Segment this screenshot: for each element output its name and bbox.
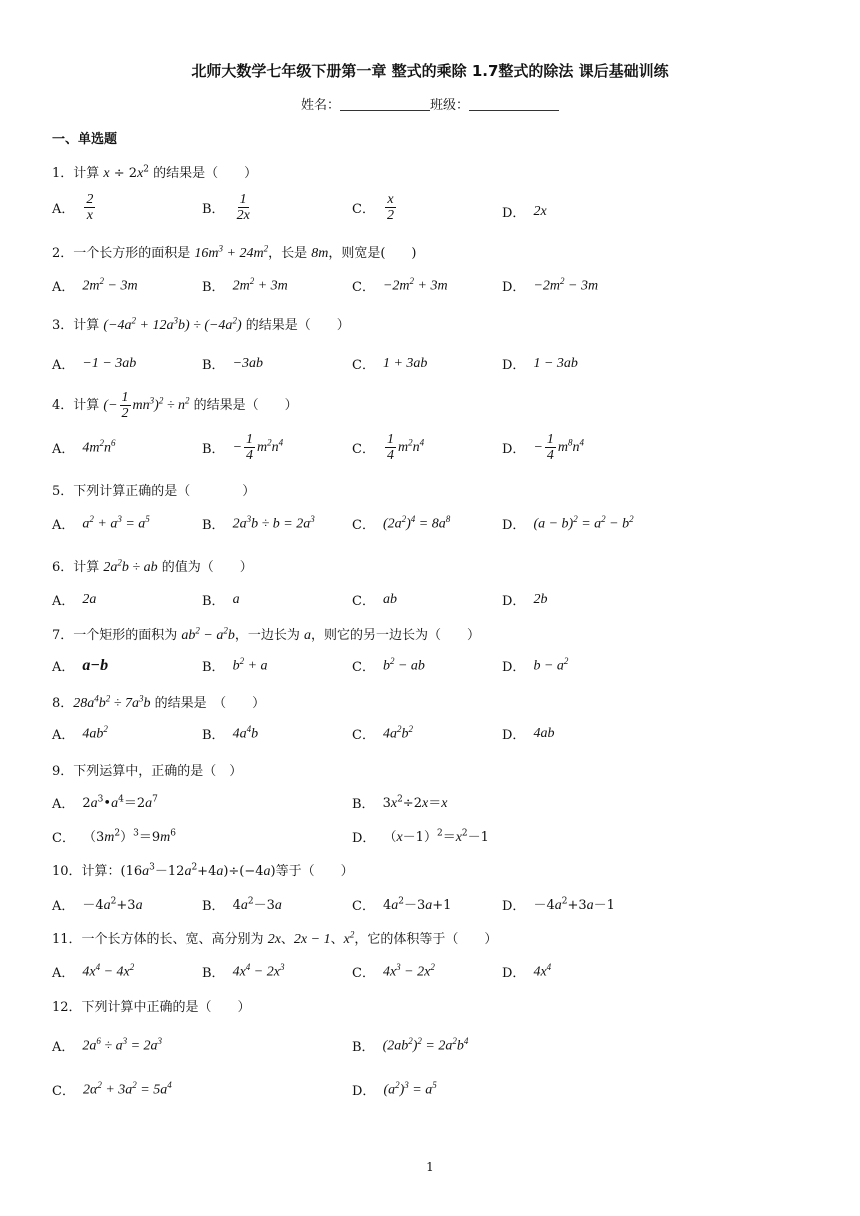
option-b: B． $b^2 + a$ <box>202 656 268 675</box>
option-d: D． $4x^4$ <box>502 962 552 981</box>
question-12-options-row2 <box>52 1080 812 1110</box>
option-c: C． 1 + 3ab <box>352 355 428 373</box>
question-5: 5．下列计算正确的是（ ） <box>52 484 256 499</box>
question-9-options-row2 <box>52 826 812 856</box>
option-b: B． $(2ab^2)^2 = 2a^2b^4$ <box>352 1036 469 1055</box>
question-8: 8．$28a^4b^2 \div 7a^3b$ 的结果是 （ ） <box>52 693 266 711</box>
option-a: A． $a^2 + a^3 = a^5$ <box>52 514 150 533</box>
question-7-options <box>52 656 812 686</box>
option-c: C． $b^2$ − ab <box>352 656 425 675</box>
option-d: D． $(x-1)^2=x^2-1$ <box>352 828 489 846</box>
option-c: C． $4a^2-3a+1$ <box>352 896 452 914</box>
option-c: C． $2\alpha^2 + 3a^2 = 5a^4$ <box>52 1080 172 1099</box>
option-a: A． $4m^2n^6$ <box>52 438 116 457</box>
option-d: D． $b - a^2$ <box>502 656 569 675</box>
option-b: B． −3ab <box>202 355 264 373</box>
option-d: D． 4ab <box>502 725 555 743</box>
question-3-options <box>52 354 812 384</box>
option-d: D． $(a - b)^2 = a^2 - b^2$ <box>502 514 634 533</box>
question-11: 11．一个长方体的长、宽、高分别为 2x、2x − 1、$x^2$，它的体积等于（ ） <box>52 929 498 947</box>
option-a: A． 2a <box>52 591 97 609</box>
question-4-options <box>52 432 812 462</box>
option-d: D． 2b <box>502 591 548 609</box>
question-2-options <box>52 276 812 306</box>
option-b: B． $3x^2\div 2x=x$ <box>352 794 448 812</box>
class-blank <box>469 98 559 111</box>
question-7: 7．一个矩形的面积为 $ab^2 - a^2b$，一边长为 a，则它的另一边长为（ ） <box>52 625 481 643</box>
option-b: B． a <box>202 591 240 609</box>
option-b: B． − $\frac{1}{4}$ $m^2n^4$ <box>202 432 284 464</box>
question-10: 10．计算：$(16a^3-12a^2+4a)\div(-4a)$等于（ ） <box>52 862 354 879</box>
option-c: C． $4x^3 - 2x^2$ <box>352 962 435 981</box>
question-3: 3．计算 $(-4a^2 + 12a^3b) \div (-4a^2)$ 的结果是（ ） <box>52 315 350 333</box>
option-a: A． $4x^4 - 4x^2$ <box>52 962 135 981</box>
option-a: A． $2a^3•a^4=2a^7$ <box>52 794 158 812</box>
option-d: D． $-4a^2+3a-1$ <box>502 896 615 914</box>
option-d: D． $-2m^2 - 3m$ <box>502 276 599 295</box>
option-c: C． $4a^2b^2$ <box>352 724 413 743</box>
option-d: D． 1 − 3ab <box>502 355 578 373</box>
question-1-options <box>52 192 812 222</box>
document-title: 北师大数学七年级下册第一章 整式的乘除 1.7整式的除法 课后基础训练 <box>191 62 669 80</box>
option-a: A． −1 − 3ab <box>52 355 137 373</box>
name-blank <box>340 98 430 111</box>
option-d: D． $(a^2)^3 = a^5$ <box>352 1080 437 1099</box>
question-10-options <box>52 894 812 924</box>
question-9: 9．下列运算中，正确的是（ ） <box>52 764 243 779</box>
option-c: C． $\frac{1}{4}$ $m^2n^4$ <box>352 432 425 464</box>
option-b: B． $4x^4 - 2x^3$ <box>202 962 285 981</box>
option-a: A． $2a^6 \div a^3 = 2a^3$ <box>52 1036 163 1055</box>
option-a: A． $-4a^2+3a$ <box>52 896 143 914</box>
question-11-options <box>52 962 812 992</box>
option-b: B． $4a^2-3a$ <box>202 896 282 914</box>
question-12-options-row1 <box>52 1036 812 1066</box>
option-c: C． $\frac{x}{2}$ <box>352 192 394 224</box>
option-a: A． $2m^2 - 3m$ <box>52 276 138 295</box>
option-b: B． $2a^3b \div b = 2a^3$ <box>202 514 315 533</box>
question-6-options <box>52 590 812 620</box>
name-label: 姓名： <box>300 98 340 113</box>
option-d: D． 2x <box>502 203 547 221</box>
question-5-options <box>52 514 812 544</box>
option-a: A． $4ab^2$ <box>52 724 108 743</box>
question-6: 6．计算 $2a^2b$ ÷ ab 的值为（ ） <box>52 557 253 575</box>
option-c: C． $-2m^2 + 3m$ <box>352 276 448 295</box>
question-4: 4．计算 (− $\frac{1}{2}$ $mn^3)^2 \div n^2$ 的结果是（ ） <box>52 390 298 422</box>
page-number: 1 <box>426 1160 434 1174</box>
name-class-line <box>0 94 860 113</box>
option-a: A． a−b <box>52 656 109 675</box>
question-9-options-row1 <box>52 792 812 822</box>
option-d: D． − $\frac{1}{4}$ $m^8n^4$ <box>502 432 585 464</box>
option-c: C． $(2a^2)^4 = 8a^8$ <box>352 514 451 533</box>
section-heading: 一、单选题 <box>52 132 118 147</box>
question-2: 2．一个长方形的面积是 $16m^3 + 24m^2$，长是 8m，则宽是( ) <box>52 243 417 261</box>
option-c: C． $(3m^2)^3=9m^6$ <box>52 828 176 846</box>
option-c: C． ab <box>352 591 397 609</box>
option-b: B． $2m^2 + 3m$ <box>202 276 288 295</box>
question-8-options <box>52 724 812 754</box>
question-1: 1．计算 $x \div 2x^2$ 的结果是（ ） <box>52 164 258 181</box>
class-label: 班级： <box>430 98 470 113</box>
option-b: B． $\frac{1}{2x}$ <box>202 192 250 224</box>
question-12: 12．下列计算中正确的是（ ） <box>52 1000 251 1015</box>
option-a: A． $\frac{2}{x}$ <box>52 192 94 224</box>
option-b: B． $4a^4b$ <box>202 724 259 743</box>
